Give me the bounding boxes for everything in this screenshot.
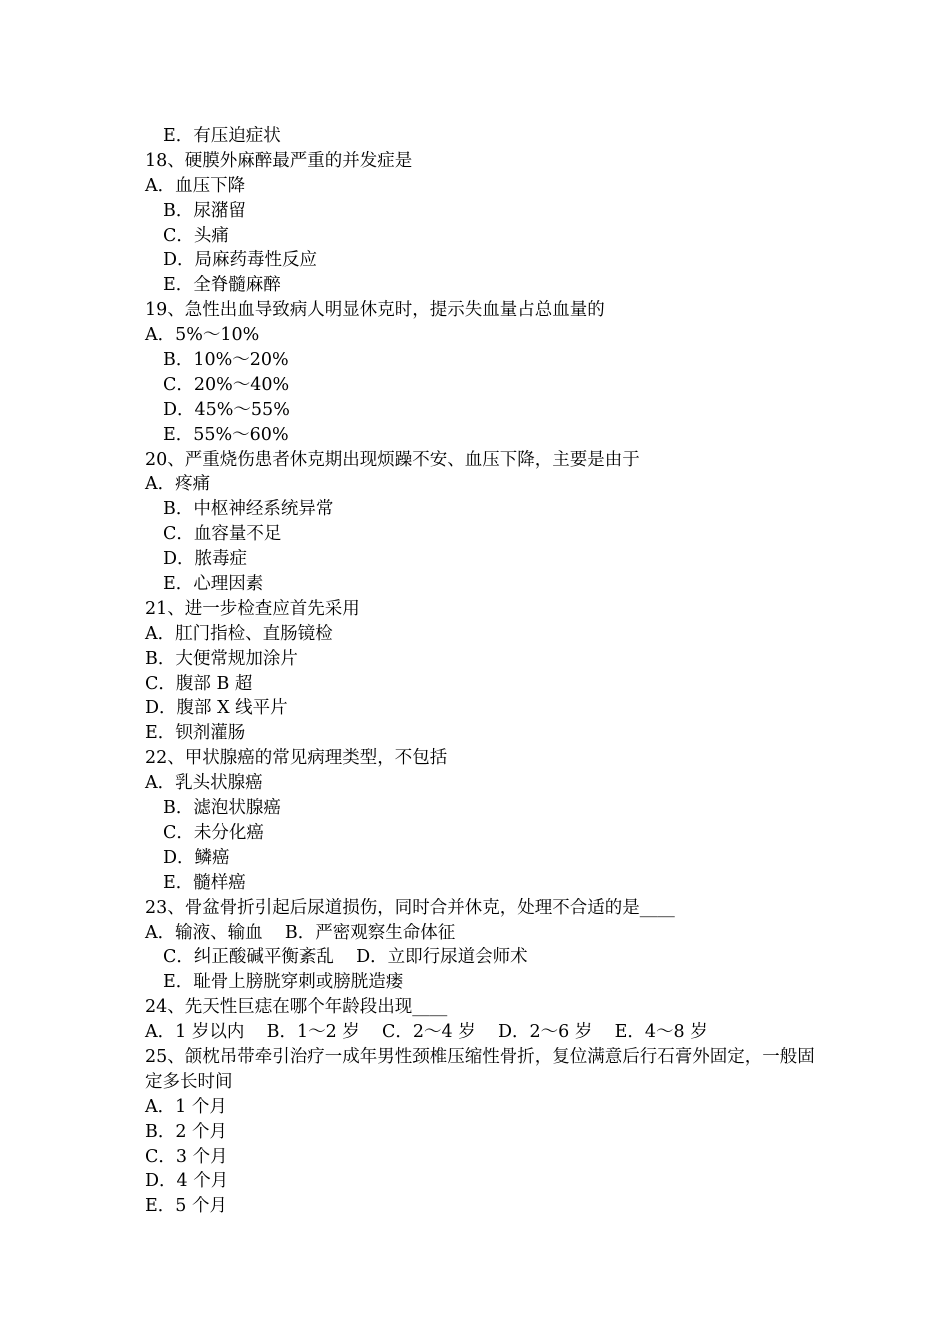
answer-option: A．血压下降 bbox=[145, 175, 246, 196]
answer-option: E．髓样癌 bbox=[163, 872, 246, 893]
answer-option: D．4 个月 bbox=[145, 1171, 229, 1192]
answer-option: A．1 岁以内 B．1～2 岁 C．2～4 岁 D．2～6 岁 E．4～8 岁 bbox=[145, 1022, 708, 1043]
answer-option: C．3 个月 bbox=[145, 1146, 228, 1167]
answer-option: A．1 个月 bbox=[145, 1096, 227, 1117]
answer-option: D．45%～55% bbox=[163, 399, 290, 420]
document-body bbox=[145, 124, 825, 1219]
answer-option: D．局麻药毒性反应 bbox=[163, 250, 318, 271]
question-stem: 25、颌枕吊带牵引治疗一成年男性颈椎压缩性骨折，复位满意后行石膏外固定，一般固定多长时间 bbox=[145, 1046, 815, 1092]
answer-option: E．55%～60% bbox=[163, 424, 289, 445]
answer-option: E．5 个月 bbox=[145, 1196, 227, 1217]
answer-option: E．钡剂灌肠 bbox=[145, 723, 246, 744]
answer-option: C．腹部 B 超 bbox=[145, 673, 253, 694]
answer-option: B．尿潴留 bbox=[163, 200, 246, 221]
answer-option: B．滤泡状腺癌 bbox=[163, 798, 281, 819]
answer-option: A．肛门指检、直肠镜检 bbox=[145, 623, 333, 644]
answer-option: B．大便常规加涂片 bbox=[145, 648, 298, 669]
answer-option: D．腹部 X 线平片 bbox=[145, 698, 288, 719]
answer-option: C．未分化癌 bbox=[163, 822, 264, 843]
answer-option: A．5%～10% bbox=[145, 325, 260, 346]
question-stem: 20、严重烧伤患者休克期出现烦躁不安、血压下降，主要是由于 bbox=[145, 449, 640, 470]
answer-option: E．全脊髓麻醉 bbox=[163, 275, 281, 296]
answer-option: E．耻骨上膀胱穿刺或膀胱造瘘 bbox=[163, 972, 404, 993]
answer-option: C．纠正酸碱平衡紊乱 D．立即行尿道会师术 bbox=[163, 947, 528, 968]
question-stem: 21、进一步检查应首先采用 bbox=[145, 598, 360, 619]
answer-option: C．头痛 bbox=[163, 225, 229, 246]
question-stem: 22、甲状腺癌的常见病理类型，不包括 bbox=[145, 748, 448, 769]
question-stem: 19、急性出血导致病人明显休克时，提示失血量占总血量的 bbox=[145, 300, 605, 321]
answer-option: C．血容量不足 bbox=[163, 524, 282, 545]
question-stem: 24、先天性巨痣在哪个年龄段出现____ bbox=[145, 997, 448, 1018]
answer-option: B．10%～20% bbox=[163, 350, 289, 371]
answer-option: E．有压迫症状 bbox=[163, 126, 281, 146]
question-stem: 18、硬膜外麻醉最严重的并发症是 bbox=[145, 150, 413, 171]
answer-option: A．乳头状腺癌 bbox=[145, 773, 263, 794]
answer-option: D．鳞癌 bbox=[163, 847, 230, 868]
answer-option: C．20%～40% bbox=[163, 374, 290, 395]
answer-option: E．心理因素 bbox=[163, 574, 264, 595]
answer-option: B．中枢神经系统异常 bbox=[163, 499, 334, 520]
answer-option: D．脓毒症 bbox=[163, 549, 248, 570]
question-stem: 23、骨盆骨折引起后尿道损伤，同时合并休克，处理不合适的是____ bbox=[145, 897, 675, 918]
answer-option: A．疼痛 bbox=[145, 474, 211, 495]
answer-option: A．输液、输血 B．严密观察生命体征 bbox=[145, 922, 456, 943]
answer-option: B．2 个月 bbox=[145, 1121, 228, 1142]
